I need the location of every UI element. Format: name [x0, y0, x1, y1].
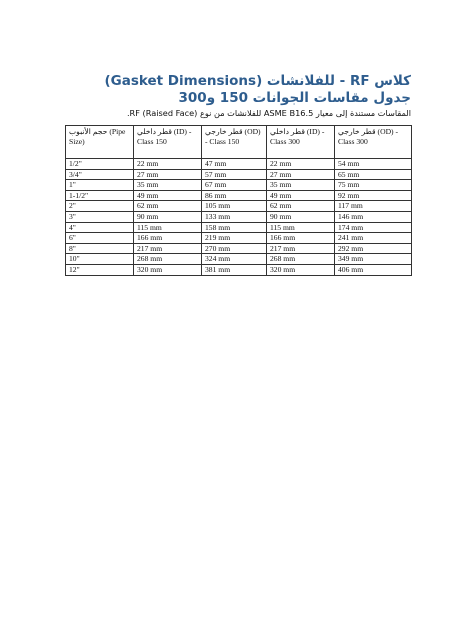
pipe-size-cell: 12": [66, 264, 134, 275]
pipe-size-cell: 2": [66, 201, 134, 212]
table-row: [66, 190, 412, 201]
id-class-300-cell: 320 mm: [267, 264, 335, 275]
id-class-150-cell: 49 mm: [134, 190, 202, 201]
gasket-dimensions-table: [65, 125, 412, 276]
id-class-300-cell: 49 mm: [267, 190, 335, 201]
od-class-150-cell: 270 mm: [202, 243, 267, 254]
table-row: [66, 201, 412, 212]
od-class-300-cell: 92 mm: [335, 190, 412, 201]
table-row: [66, 180, 412, 191]
pipe-size-cell: 1-1/2": [66, 190, 134, 201]
od-class-300-cell: 75 mm: [335, 180, 412, 191]
od-class-300-cell: 146 mm: [335, 211, 412, 222]
od-class-300-cell: 292 mm: [335, 243, 412, 254]
document-subtitle: المقاسات مستندة إلى معيار ASME B16.5 للفلانشات من نوع RF (Raised Face).: [126, 108, 411, 118]
od-class-150-cell: 158 mm: [202, 222, 267, 233]
id-class-300-cell: 35 mm: [267, 180, 335, 191]
header-od-class-150: قطر خارجي (OD) - Class 150: [202, 126, 267, 159]
table-row: [66, 264, 412, 275]
table-body: [66, 159, 412, 276]
id-class-300-cell: 166 mm: [267, 233, 335, 244]
od-class-150-cell: 57 mm: [202, 169, 267, 180]
id-class-150-cell: 62 mm: [134, 201, 202, 212]
od-class-150-cell: 105 mm: [202, 201, 267, 212]
od-class-300-cell: 174 mm: [335, 222, 412, 233]
id-class-150-cell: 22 mm: [134, 159, 202, 170]
id-class-300-cell: 62 mm: [267, 201, 335, 212]
table-row: [66, 211, 412, 222]
pipe-size-cell: 4": [66, 222, 134, 233]
pipe-size-cell: 3": [66, 211, 134, 222]
od-class-300-cell: 241 mm: [335, 233, 412, 244]
id-class-150-cell: 90 mm: [134, 211, 202, 222]
table-row: [66, 159, 412, 170]
od-class-150-cell: 381 mm: [202, 264, 267, 275]
od-class-150-cell: 47 mm: [202, 159, 267, 170]
id-class-150-cell: 268 mm: [134, 254, 202, 265]
header-id-class-150: قطر داخلي (ID) - Class 150: [134, 126, 202, 159]
od-class-150-cell: 133 mm: [202, 211, 267, 222]
id-class-150-cell: 320 mm: [134, 264, 202, 275]
id-class-150-cell: 27 mm: [134, 169, 202, 180]
od-class-300-cell: 406 mm: [335, 264, 412, 275]
header-od-class-300: قطر خارجي (OD) - Class 300: [335, 126, 412, 159]
table-row: [66, 169, 412, 180]
id-class-300-cell: 27 mm: [267, 169, 335, 180]
od-class-300-cell: 117 mm: [335, 201, 412, 212]
pipe-size-cell: 1": [66, 180, 134, 191]
header-id-class-300: قطر داخلي (ID) - Class 300: [267, 126, 335, 159]
pipe-size-cell: 3/4": [66, 169, 134, 180]
id-class-300-cell: 22 mm: [267, 159, 335, 170]
pipe-size-cell: 8": [66, 243, 134, 254]
od-class-300-cell: 349 mm: [335, 254, 412, 265]
od-class-150-cell: 324 mm: [202, 254, 267, 265]
id-class-300-cell: 115 mm: [267, 222, 335, 233]
od-class-300-cell: 54 mm: [335, 159, 412, 170]
table-row: [66, 222, 412, 233]
id-class-150-cell: 217 mm: [134, 243, 202, 254]
od-class-150-cell: 219 mm: [202, 233, 267, 244]
header-pipe-size: حجم الأنبوب (Pipe Size): [66, 126, 134, 159]
id-class-300-cell: 268 mm: [267, 254, 335, 265]
pipe-size-cell: 1/2": [66, 159, 134, 170]
od-class-300-cell: 65 mm: [335, 169, 412, 180]
pipe-size-cell: 6": [66, 233, 134, 244]
id-class-150-cell: 115 mm: [134, 222, 202, 233]
od-class-150-cell: 86 mm: [202, 190, 267, 201]
document-title: كلاس RF - للفلانشات (Gasket Dimensions) جدول مقاسات الجوانات 150 و300: [104, 73, 411, 106]
table-row: [66, 254, 412, 265]
id-class-300-cell: 90 mm: [267, 211, 335, 222]
od-class-150-cell: 67 mm: [202, 180, 267, 191]
id-class-150-cell: 166 mm: [134, 233, 202, 244]
table-row: [66, 233, 412, 244]
id-class-300-cell: 217 mm: [267, 243, 335, 254]
table-row: [66, 243, 412, 254]
id-class-150-cell: 35 mm: [134, 180, 202, 191]
pipe-size-cell: 10": [66, 254, 134, 265]
table-header-row: [66, 126, 412, 159]
